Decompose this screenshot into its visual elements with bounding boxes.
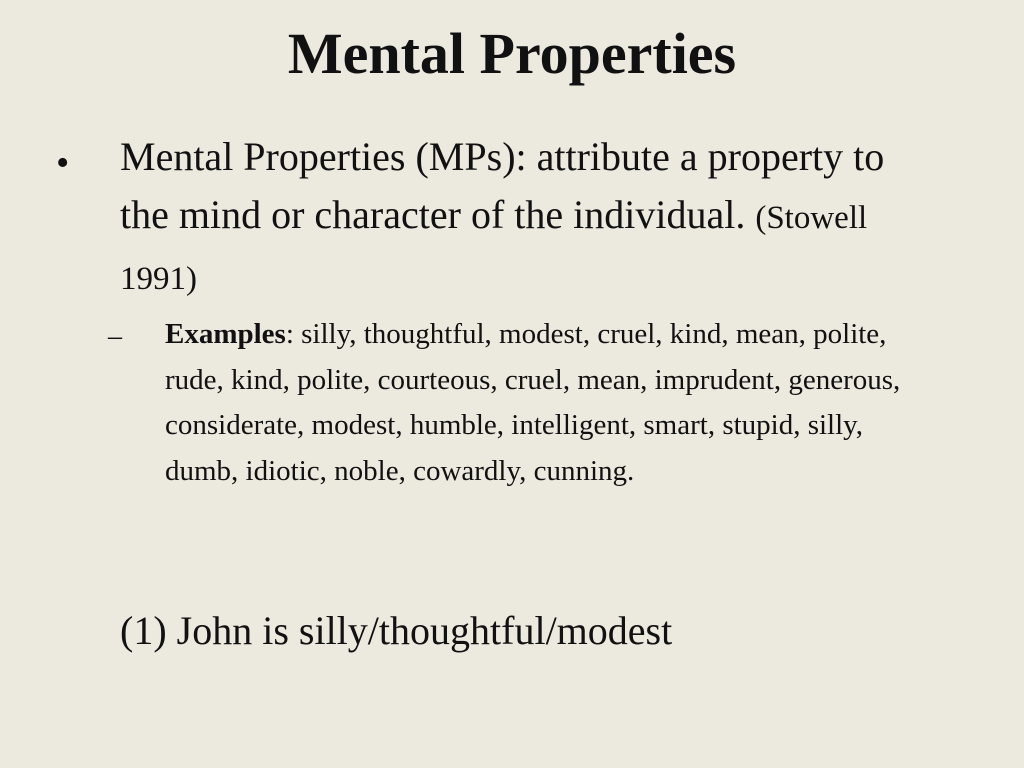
bullet-main-text: Mental Properties (MPs): attribute a property to the mind or character of the individual.	[120, 134, 885, 237]
slide-title: Mental Properties	[287, 21, 737, 86]
examples-list: : silly, thoughtful, modest, cruel, kind, mean, polite, rude, kind, polite, courteous, cruel, mean, imprudent, generous, considerate, modest, humble, intelligent, smart, stupid, silly, dumb, idiotic, noble, cowardly, cunning.	[165, 318, 901, 487]
bullet-marker: •	[56, 142, 70, 184]
example-sentence: (1) John is silly/thoughtful/modest	[120, 608, 673, 653]
sub-bullet-marker: –	[108, 321, 122, 352]
examples-label: Examples	[165, 318, 286, 350]
examples-text	[165, 312, 935, 494]
citation: (Stowell 1991)	[120, 200, 868, 297]
bullet-text	[120, 128, 940, 308]
